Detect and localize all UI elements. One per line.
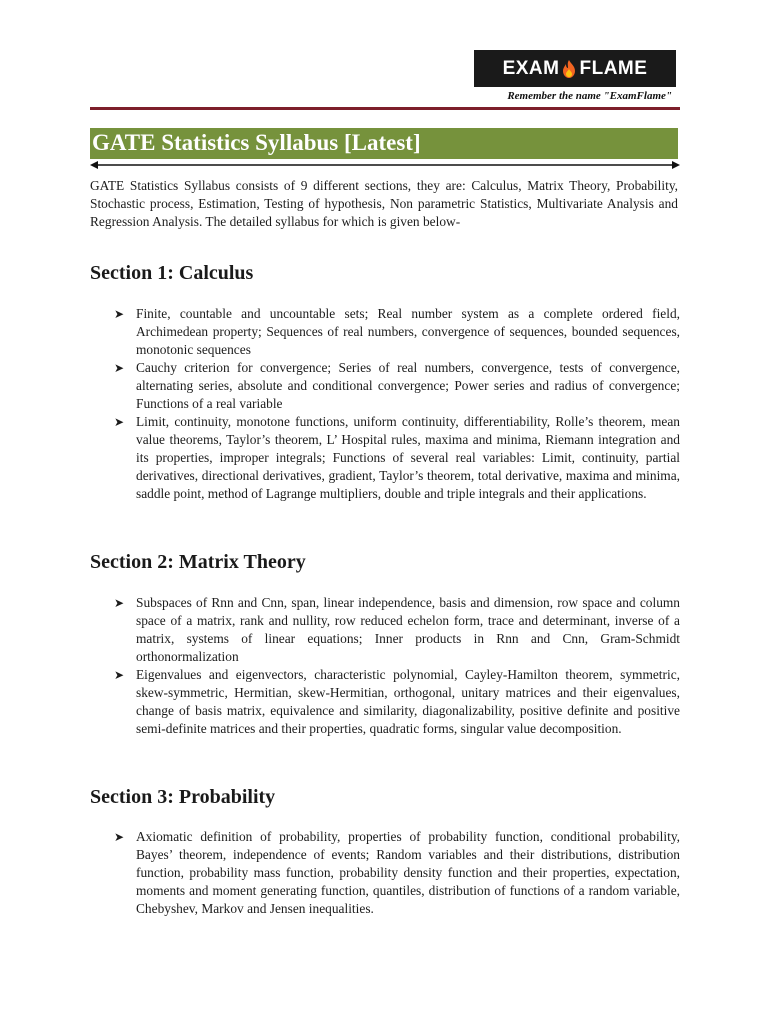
arrow-bullet-icon: ➤ xyxy=(114,596,125,610)
list-item xyxy=(90,413,680,503)
list-item-text: Cauchy criterion for convergence; Series of real numbers, convergence, tests of convergence, alternating series, absolute and conditional convergence; Power series and radius of convergence; Functions of a real variable xyxy=(136,360,680,411)
arrow-bullet-icon: ➤ xyxy=(114,830,125,844)
list-item-text: Eigenvalues and eigenvectors, characteristic polynomial, Cayley-Hamilton theorem, symmetric, skew-symmetric, Hermitian, skew-Hermitian, orthogonal, unitary matrices and their eigenvalues, change of basis matrix, equivalence and similarity, diagonalizability, positive definite and positive semi-definite matrices and their properties, quadratic forms, singular value decomposition. xyxy=(136,667,680,736)
list-item xyxy=(90,305,680,359)
flame-icon xyxy=(562,60,576,78)
logo-text-exam: EXAM xyxy=(502,57,560,79)
section-3-list xyxy=(90,828,680,918)
list-item-text: Limit, continuity, monotone functions, uniform continuity, differentiability, Rolle’s theorem, mean value theorems, Taylor’s theorem, L’ Hospital rules, maxima and minima, Riemann integration and its properties, improper integrals; Functions of several real variables: Limit, continuity, partial derivatives, directional derivatives, gradient, Taylor’s theorem, total derivative, maxima and minima, saddle point, method of Lagrange multipliers, double and triple integrals and their applications. xyxy=(136,414,680,501)
double-arrow-divider xyxy=(90,160,680,170)
page-title-bar xyxy=(90,128,678,159)
header-divider xyxy=(90,107,680,110)
logo-text-flame: FLAME xyxy=(579,57,648,79)
section-title: Section 3: Probability xyxy=(90,786,276,808)
section-title: Section 1: Calculus xyxy=(90,262,254,284)
arrow-bullet-icon: ➤ xyxy=(114,307,125,321)
section-1-list xyxy=(90,305,680,503)
arrow-bullet-icon: ➤ xyxy=(114,668,125,682)
list-item-text: Subspaces of Rnn and Cnn, span, linear independence, basis and dimension, row space and column space of a matrix, rank and nullity, row reduced echelon form, trace and determinant, inverse of a matrix, systems of linear equations; Inner products in Rnn and Cnn, Gram-Schmidt orthonormalization xyxy=(136,595,680,664)
page-title: GATE Statistics Syllabus [Latest] xyxy=(92,130,421,155)
list-item xyxy=(90,359,680,413)
intro-paragraph: GATE Statistics Syllabus consists of 9 different sections, they are: Calculus, Matrix Theory, Probability, Stochastic process, Estimation, Testing of hypothesis, Non parametric Statistics, Multivariate Analysis and Regression Analysis. The detailed syllabus for which is given below- xyxy=(90,178,678,229)
list-item xyxy=(90,666,680,738)
examflame-logo xyxy=(474,50,676,87)
logo-tagline: Remember the name "ExamFlame" xyxy=(507,90,672,102)
arrow-bullet-icon: ➤ xyxy=(114,361,125,375)
arrow-bullet-icon: ➤ xyxy=(114,415,125,429)
list-item-text: Axiomatic definition of probability, properties of probability function, conditional probability, Bayes’ theorem, independence of events; Random variables and their distributions, distribution function, probability mass function, probability density function and their properties, expectation, moments and moment generating function, quantiles, distribution of functions of a random variable, Chebyshev, Markov and Jensen inequalities. xyxy=(136,829,680,916)
section-2-list xyxy=(90,594,680,738)
section-title: Section 2: Matrix Theory xyxy=(90,551,306,573)
list-item-text: Finite, countable and uncountable sets; Real number system as a complete ordered field, Archimedean property; Sequences of real numbers, convergence of sequences, bounded sequences, monotonic sequences xyxy=(136,306,680,357)
list-item xyxy=(90,828,680,918)
list-item xyxy=(90,594,680,666)
